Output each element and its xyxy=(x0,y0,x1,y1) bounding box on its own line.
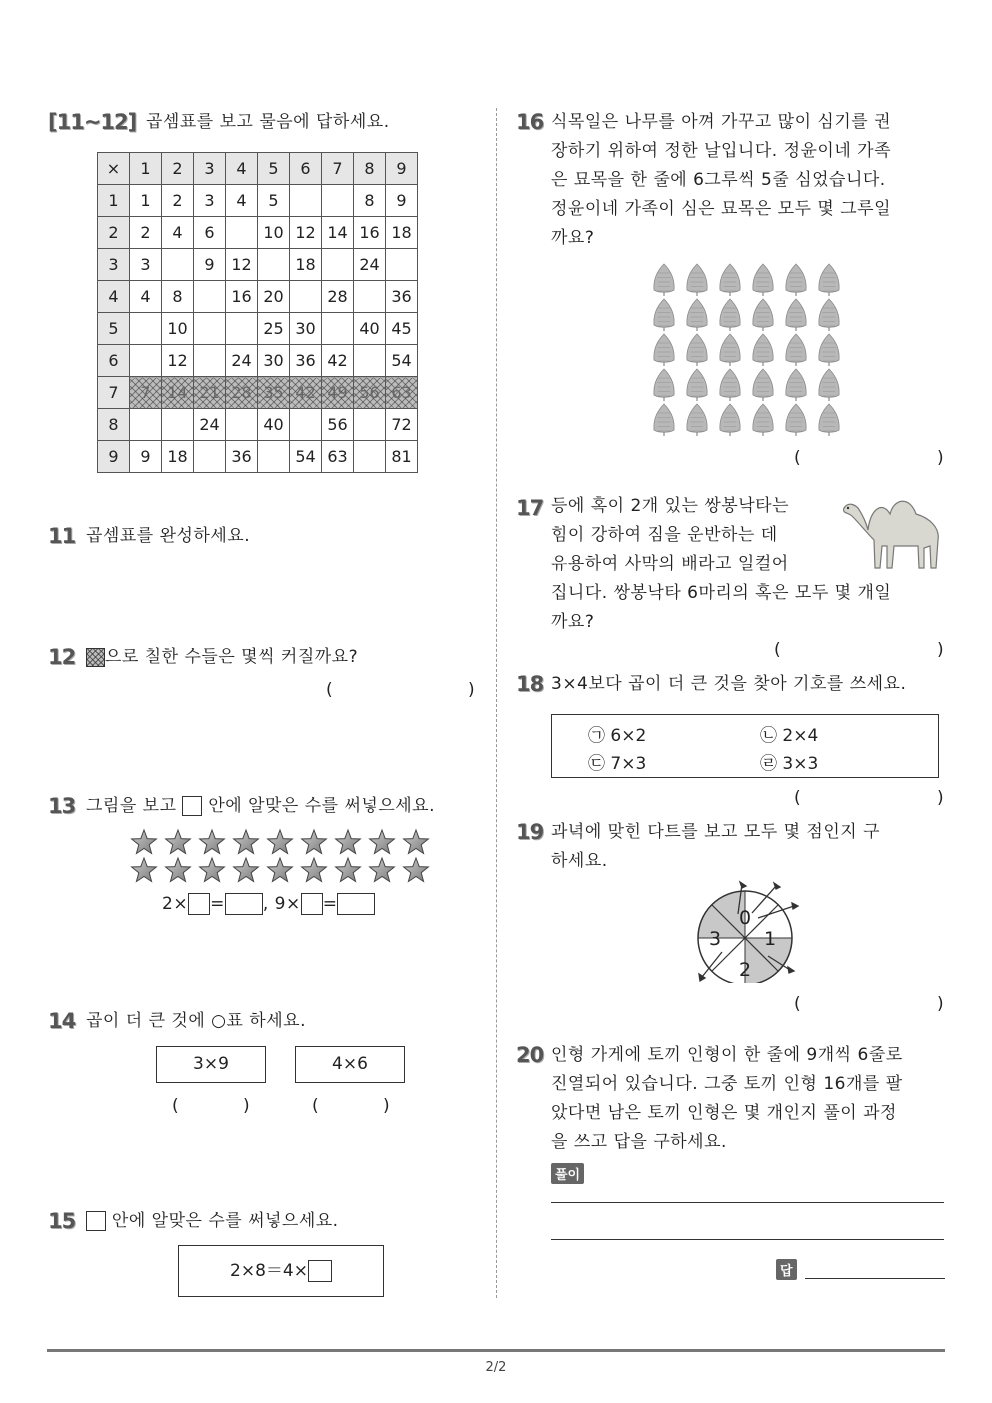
tree-icon xyxy=(654,264,674,296)
table-cell: 40 xyxy=(258,409,290,441)
q16-answer-close: ) xyxy=(937,448,944,468)
table-cell: 18 xyxy=(290,249,322,281)
star-icon xyxy=(336,830,361,854)
q14-left-close: ) xyxy=(243,1096,250,1116)
table-col-header: 9 xyxy=(386,153,418,185)
eq2-equals: = xyxy=(322,894,338,914)
q16-answer-open: ( xyxy=(794,448,801,468)
star-icon xyxy=(166,858,191,882)
star-icon xyxy=(302,830,327,854)
star-icon xyxy=(404,858,429,882)
table-cell: 63 xyxy=(386,377,418,409)
table-cell: 42 xyxy=(290,377,322,409)
q17-answer-close: ) xyxy=(937,640,944,660)
table-cell: 54 xyxy=(386,345,418,377)
table-row-header: 9 xyxy=(98,441,130,473)
star-icon xyxy=(268,858,293,882)
table-col-header: 8 xyxy=(354,153,386,185)
tree-icon xyxy=(819,264,839,296)
table-cell: 20 xyxy=(258,281,290,313)
tree-icon xyxy=(819,299,839,331)
table-cell: 12 xyxy=(162,345,194,377)
table-col-header: 2 xyxy=(162,153,194,185)
q12-answer-open: ( xyxy=(326,680,333,700)
q20-line: 을 쓰고 답을 구하세요. xyxy=(551,1132,727,1152)
table-cell: 2 xyxy=(130,217,162,249)
table-blank-cell[interactable] xyxy=(290,185,322,217)
star-grid xyxy=(128,828,433,888)
table-col-header: 6 xyxy=(290,153,322,185)
table-cell: 12 xyxy=(290,217,322,249)
table-cell: 18 xyxy=(162,441,194,473)
tree-icon xyxy=(720,369,740,401)
table-cell: 35 xyxy=(258,377,290,409)
table-cell: 10 xyxy=(258,217,290,249)
table-blank-cell[interactable] xyxy=(194,313,226,345)
table-row-header: 5 xyxy=(98,313,130,345)
q20-line: 았다면 남은 토끼 인형은 몇 개인지 풀이 과정 xyxy=(551,1103,897,1123)
eq1-product-box[interactable] xyxy=(225,893,263,915)
eq1-factor-box[interactable] xyxy=(188,893,210,915)
table-cell: 9 xyxy=(386,185,418,217)
q11-12-instruction: 곱셈표를 보고 물음에 답하세요. xyxy=(146,112,390,132)
table-cell: 4 xyxy=(162,217,194,249)
table-cell: 24 xyxy=(226,345,258,377)
score-right: 1 xyxy=(764,928,777,950)
q15-expr: 2×8＝4× xyxy=(230,1261,308,1281)
q15-answer-box[interactable] xyxy=(308,1260,332,1282)
q20-line: 인형 가게에 토끼 인형이 한 줄에 9개씩 6줄로 xyxy=(551,1045,903,1065)
table-blank-cell[interactable] xyxy=(130,345,162,377)
q17-line: 등에 혹이 2개 있는 쌍봉낙타는 xyxy=(551,496,789,516)
score-left: 3 xyxy=(709,928,722,950)
q12-text: 으로 칠한 수들은 몇씩 커질까요? xyxy=(105,647,359,667)
tree-icon xyxy=(819,334,839,366)
table-cell: 14 xyxy=(162,377,194,409)
table-cell: 63 xyxy=(322,441,354,473)
solution-line-2[interactable] xyxy=(551,1239,944,1240)
q16-line: 장하기 위하여 정한 날입니다. 정윤이네 가족 xyxy=(551,141,892,161)
q18-option-d[interactable] xyxy=(760,749,818,774)
table-blank-cell[interactable] xyxy=(386,249,418,281)
solution-line-1[interactable] xyxy=(551,1202,944,1203)
q18-option-b[interactable] xyxy=(760,721,818,746)
tree-icon xyxy=(753,369,773,401)
tree-icon xyxy=(786,264,806,296)
star-icon xyxy=(370,858,395,882)
option-symbol: ㉢ xyxy=(588,754,605,774)
tree-icon xyxy=(753,404,773,436)
table-cell: 49 xyxy=(322,377,354,409)
empty-box-icon xyxy=(86,1211,106,1231)
table-cell: 16 xyxy=(226,281,258,313)
q14-right-expr: 4×6 xyxy=(332,1054,368,1074)
q18-text: 3×4보다 곱이 더 큰 것을 찾아 기호를 쓰세요. xyxy=(551,674,907,694)
table-blank-cell[interactable] xyxy=(130,313,162,345)
tree-icon xyxy=(687,369,707,401)
q16-number: 16 xyxy=(516,110,544,134)
table-row-header: 3 xyxy=(98,249,130,281)
star-icon xyxy=(370,830,395,854)
q20-text xyxy=(551,1041,946,1157)
eq1-equals: = xyxy=(210,894,225,914)
table-col-header: 1 xyxy=(130,153,162,185)
star-icon xyxy=(200,830,225,854)
table-cell: 40 xyxy=(354,313,386,345)
q17-line: 유용하여 사막의 배라고 일컬어 xyxy=(551,554,789,574)
table-cell: 28 xyxy=(226,377,258,409)
q14-left-expr: 3×9 xyxy=(193,1054,229,1074)
q15-text: 안에 알맞은 수를 써넣으세요. xyxy=(111,1211,339,1231)
q15-number: 15 xyxy=(48,1209,76,1233)
table-blank-cell[interactable] xyxy=(354,345,386,377)
tree-icon xyxy=(819,369,839,401)
empty-box-icon xyxy=(182,796,202,816)
table-blank-cell[interactable] xyxy=(226,217,258,249)
option-expr: 7×3 xyxy=(610,754,647,774)
tree-icon xyxy=(786,334,806,366)
table-row-header: 7 xyxy=(98,377,130,409)
table-blank-cell[interactable] xyxy=(130,409,162,441)
q13-number: 13 xyxy=(48,794,76,818)
q17-line: 집니다. 쌍봉낙타 6마리의 혹은 모두 몇 개일 xyxy=(551,583,892,603)
star-icon xyxy=(404,830,429,854)
q18-options-box xyxy=(551,714,939,778)
tree-icon xyxy=(687,299,707,331)
q16-line: 은 묘목을 한 줄에 6그루씩 5줄 심었습니다. xyxy=(551,170,886,190)
tree-icon xyxy=(720,404,740,436)
q19-answer-open: ( xyxy=(794,994,801,1014)
q17-number: 17 xyxy=(516,496,544,520)
table-blank-cell[interactable] xyxy=(322,185,354,217)
camel-illustration xyxy=(838,488,948,573)
q11-12-header: [11~12] xyxy=(48,110,137,134)
table-cell: 28 xyxy=(322,281,354,313)
table-cell: 5 xyxy=(258,185,290,217)
q14-number: 14 xyxy=(48,1009,76,1033)
option-expr: 3×3 xyxy=(782,754,819,774)
table-row-header: 2 xyxy=(98,217,130,249)
q16-line: 까요? xyxy=(551,228,595,248)
table-cell: 6 xyxy=(194,217,226,249)
q14-text: 곱이 더 큰 것에 ○표 하세요. xyxy=(86,1011,306,1031)
table-cell: 12 xyxy=(226,249,258,281)
q15-text-wrap xyxy=(86,1207,339,1236)
q12-text-wrap xyxy=(86,643,358,672)
star-icon xyxy=(268,830,293,854)
q15-equation-box xyxy=(178,1245,384,1297)
tree-icon xyxy=(753,334,773,366)
footer-rule xyxy=(47,1349,945,1352)
q12-answer-close: ) xyxy=(468,680,475,700)
table-cell: 4 xyxy=(130,281,162,313)
q18-answer-close: ) xyxy=(937,788,944,808)
eq1-prefix: 2× xyxy=(162,894,189,914)
q14-right-close: ) xyxy=(383,1096,390,1116)
star-icon xyxy=(132,830,157,854)
table-cell: 8 xyxy=(354,185,386,217)
table-blank-cell[interactable] xyxy=(322,313,354,345)
table-cell: 25 xyxy=(258,313,290,345)
eq2-prefix: 9× xyxy=(274,894,301,914)
q19-text xyxy=(551,818,946,876)
option-symbol: ㉡ xyxy=(760,726,777,746)
column-divider xyxy=(496,108,497,1298)
q12-number: 12 xyxy=(48,645,76,669)
q16-line: 정윤이네 가족이 심은 묘목은 모두 몇 그루일 xyxy=(551,199,892,219)
table-cell: 16 xyxy=(354,217,386,249)
q13-text-a: 그림을 보고 xyxy=(86,796,177,816)
table-cell: 14 xyxy=(322,217,354,249)
table-cell: 56 xyxy=(354,377,386,409)
table-row-header: 4 xyxy=(98,281,130,313)
q17-line: 까요? xyxy=(551,612,595,632)
q19-line: 과녁에 맞힌 다트를 보고 모두 몇 점인지 구 xyxy=(551,822,881,842)
q20-number: 20 xyxy=(516,1043,544,1067)
table-cell: 36 xyxy=(386,281,418,313)
table-cell: 8 xyxy=(162,281,194,313)
q19-line: 하세요. xyxy=(551,851,608,871)
star-icon xyxy=(302,858,327,882)
option-symbol: ㉠ xyxy=(588,726,605,746)
tree-icon xyxy=(720,334,740,366)
table-blank-cell[interactable] xyxy=(194,281,226,313)
table-cell: 3 xyxy=(130,249,162,281)
q16-line: 식목일은 나무를 아껴 가꾸고 많이 심기를 권 xyxy=(551,112,892,132)
table-blank-cell[interactable] xyxy=(354,441,386,473)
table-col-header: 5 xyxy=(258,153,290,185)
q14-left-box xyxy=(156,1046,266,1083)
table-blank-cell[interactable] xyxy=(162,249,194,281)
tree-icon xyxy=(687,404,707,436)
table-blank-cell[interactable] xyxy=(290,281,322,313)
tree-icon xyxy=(654,299,674,331)
table-cell: 3 xyxy=(194,185,226,217)
table-blank-cell[interactable] xyxy=(162,409,194,441)
table-blank-cell[interactable] xyxy=(290,409,322,441)
tree-icon xyxy=(654,334,674,366)
score-top: 0 xyxy=(739,907,752,929)
tree-icon xyxy=(753,299,773,331)
table-cell: 9 xyxy=(130,441,162,473)
table-blank-cell[interactable] xyxy=(354,281,386,313)
table-cell: 1 xyxy=(130,185,162,217)
q18-answer-open: ( xyxy=(794,788,801,808)
q19-answer-close: ) xyxy=(937,994,944,1014)
table-cell: 30 xyxy=(258,345,290,377)
table-cell: 45 xyxy=(386,313,418,345)
star-icon xyxy=(166,830,191,854)
table-row-header: 1 xyxy=(98,185,130,217)
table-cell: 24 xyxy=(194,409,226,441)
table-blank-cell[interactable] xyxy=(226,313,258,345)
page-number: 2/2 xyxy=(485,1360,507,1375)
q16-text xyxy=(551,108,946,253)
eq2-product-box[interactable] xyxy=(337,893,375,915)
q18-option-c[interactable] xyxy=(588,749,646,774)
q18-option-a[interactable] xyxy=(588,721,646,746)
table-cell: 81 xyxy=(386,441,418,473)
table-cell: 4 xyxy=(226,185,258,217)
q11-text: 곱셈표를 완성하세요. xyxy=(86,526,251,546)
tree-icon xyxy=(687,264,707,296)
q14-right-open: ( xyxy=(312,1096,319,1116)
tree-icon xyxy=(786,369,806,401)
eq-comma: , xyxy=(262,894,269,914)
tree-grid xyxy=(648,260,848,440)
table-blank-cell[interactable] xyxy=(194,345,226,377)
score-bottom: 2 xyxy=(739,959,752,981)
q17-line: 힘이 강하여 짐을 운반하는 데 xyxy=(551,525,778,545)
eq2-factor-box[interactable] xyxy=(301,893,323,915)
star-icon xyxy=(200,858,225,882)
q14-left-open: ( xyxy=(172,1096,179,1116)
table-cell: 9 xyxy=(194,249,226,281)
star-icon xyxy=(336,858,361,882)
solution-label: 풀이 xyxy=(551,1163,584,1184)
table-cell: 10 xyxy=(162,313,194,345)
table-col-header: 3 xyxy=(194,153,226,185)
table-cell: 24 xyxy=(354,249,386,281)
table-cell: 56 xyxy=(322,409,354,441)
answer-label: 답 xyxy=(776,1259,797,1280)
tree-icon xyxy=(654,369,674,401)
q13-equation xyxy=(162,890,375,919)
table-cell: 18 xyxy=(386,217,418,249)
table-cell: 42 xyxy=(322,345,354,377)
hatched-square-icon xyxy=(86,648,105,667)
table-blank-cell[interactable] xyxy=(258,441,290,473)
star-icon xyxy=(234,858,259,882)
table-blank-cell[interactable] xyxy=(322,249,354,281)
q13-text-b: 안에 알맞은 수를 써넣으세요. xyxy=(208,796,436,816)
table-col-header: 4 xyxy=(226,153,258,185)
table-cell: 21 xyxy=(194,377,226,409)
answer-line[interactable] xyxy=(805,1278,945,1279)
q18-number: 18 xyxy=(516,672,544,696)
table-col-header: 7 xyxy=(322,153,354,185)
q17-answer-open: ( xyxy=(774,640,781,660)
table-blank-cell[interactable] xyxy=(194,441,226,473)
star-icon xyxy=(234,830,259,854)
q11-number: 11 xyxy=(48,524,76,548)
table-row-header: 6 xyxy=(98,345,130,377)
table-cell: 2 xyxy=(162,185,194,217)
option-symbol: ㉣ xyxy=(760,754,777,774)
table-blank-cell[interactable] xyxy=(226,409,258,441)
table-cell: 72 xyxy=(386,409,418,441)
tree-icon xyxy=(720,299,740,331)
table-cell: 7 xyxy=(130,377,162,409)
q13-text-wrap xyxy=(86,792,435,821)
tree-icon xyxy=(753,264,773,296)
tree-icon xyxy=(654,404,674,436)
tree-icon xyxy=(786,404,806,436)
option-expr: 6×2 xyxy=(610,726,647,746)
table-blank-cell[interactable] xyxy=(354,409,386,441)
table-cell: 36 xyxy=(226,441,258,473)
tree-icon xyxy=(720,264,740,296)
star-icon xyxy=(132,858,157,882)
table-row-header: 8 xyxy=(98,409,130,441)
tree-icon xyxy=(687,334,707,366)
dart-target xyxy=(690,878,810,983)
table-corner: × xyxy=(98,153,130,185)
q19-number: 19 xyxy=(516,820,544,844)
tree-icon xyxy=(819,404,839,436)
option-expr: 2×4 xyxy=(782,726,819,746)
tree-icon xyxy=(786,299,806,331)
table-cell: 54 xyxy=(290,441,322,473)
multiplication-table xyxy=(97,152,418,473)
q14-right-box xyxy=(295,1046,405,1083)
table-cell: 36 xyxy=(290,345,322,377)
table-blank-cell[interactable] xyxy=(258,249,290,281)
q20-line: 진열되어 있습니다. 그중 토끼 인형 16개를 팔 xyxy=(551,1074,903,1094)
table-cell: 30 xyxy=(290,313,322,345)
